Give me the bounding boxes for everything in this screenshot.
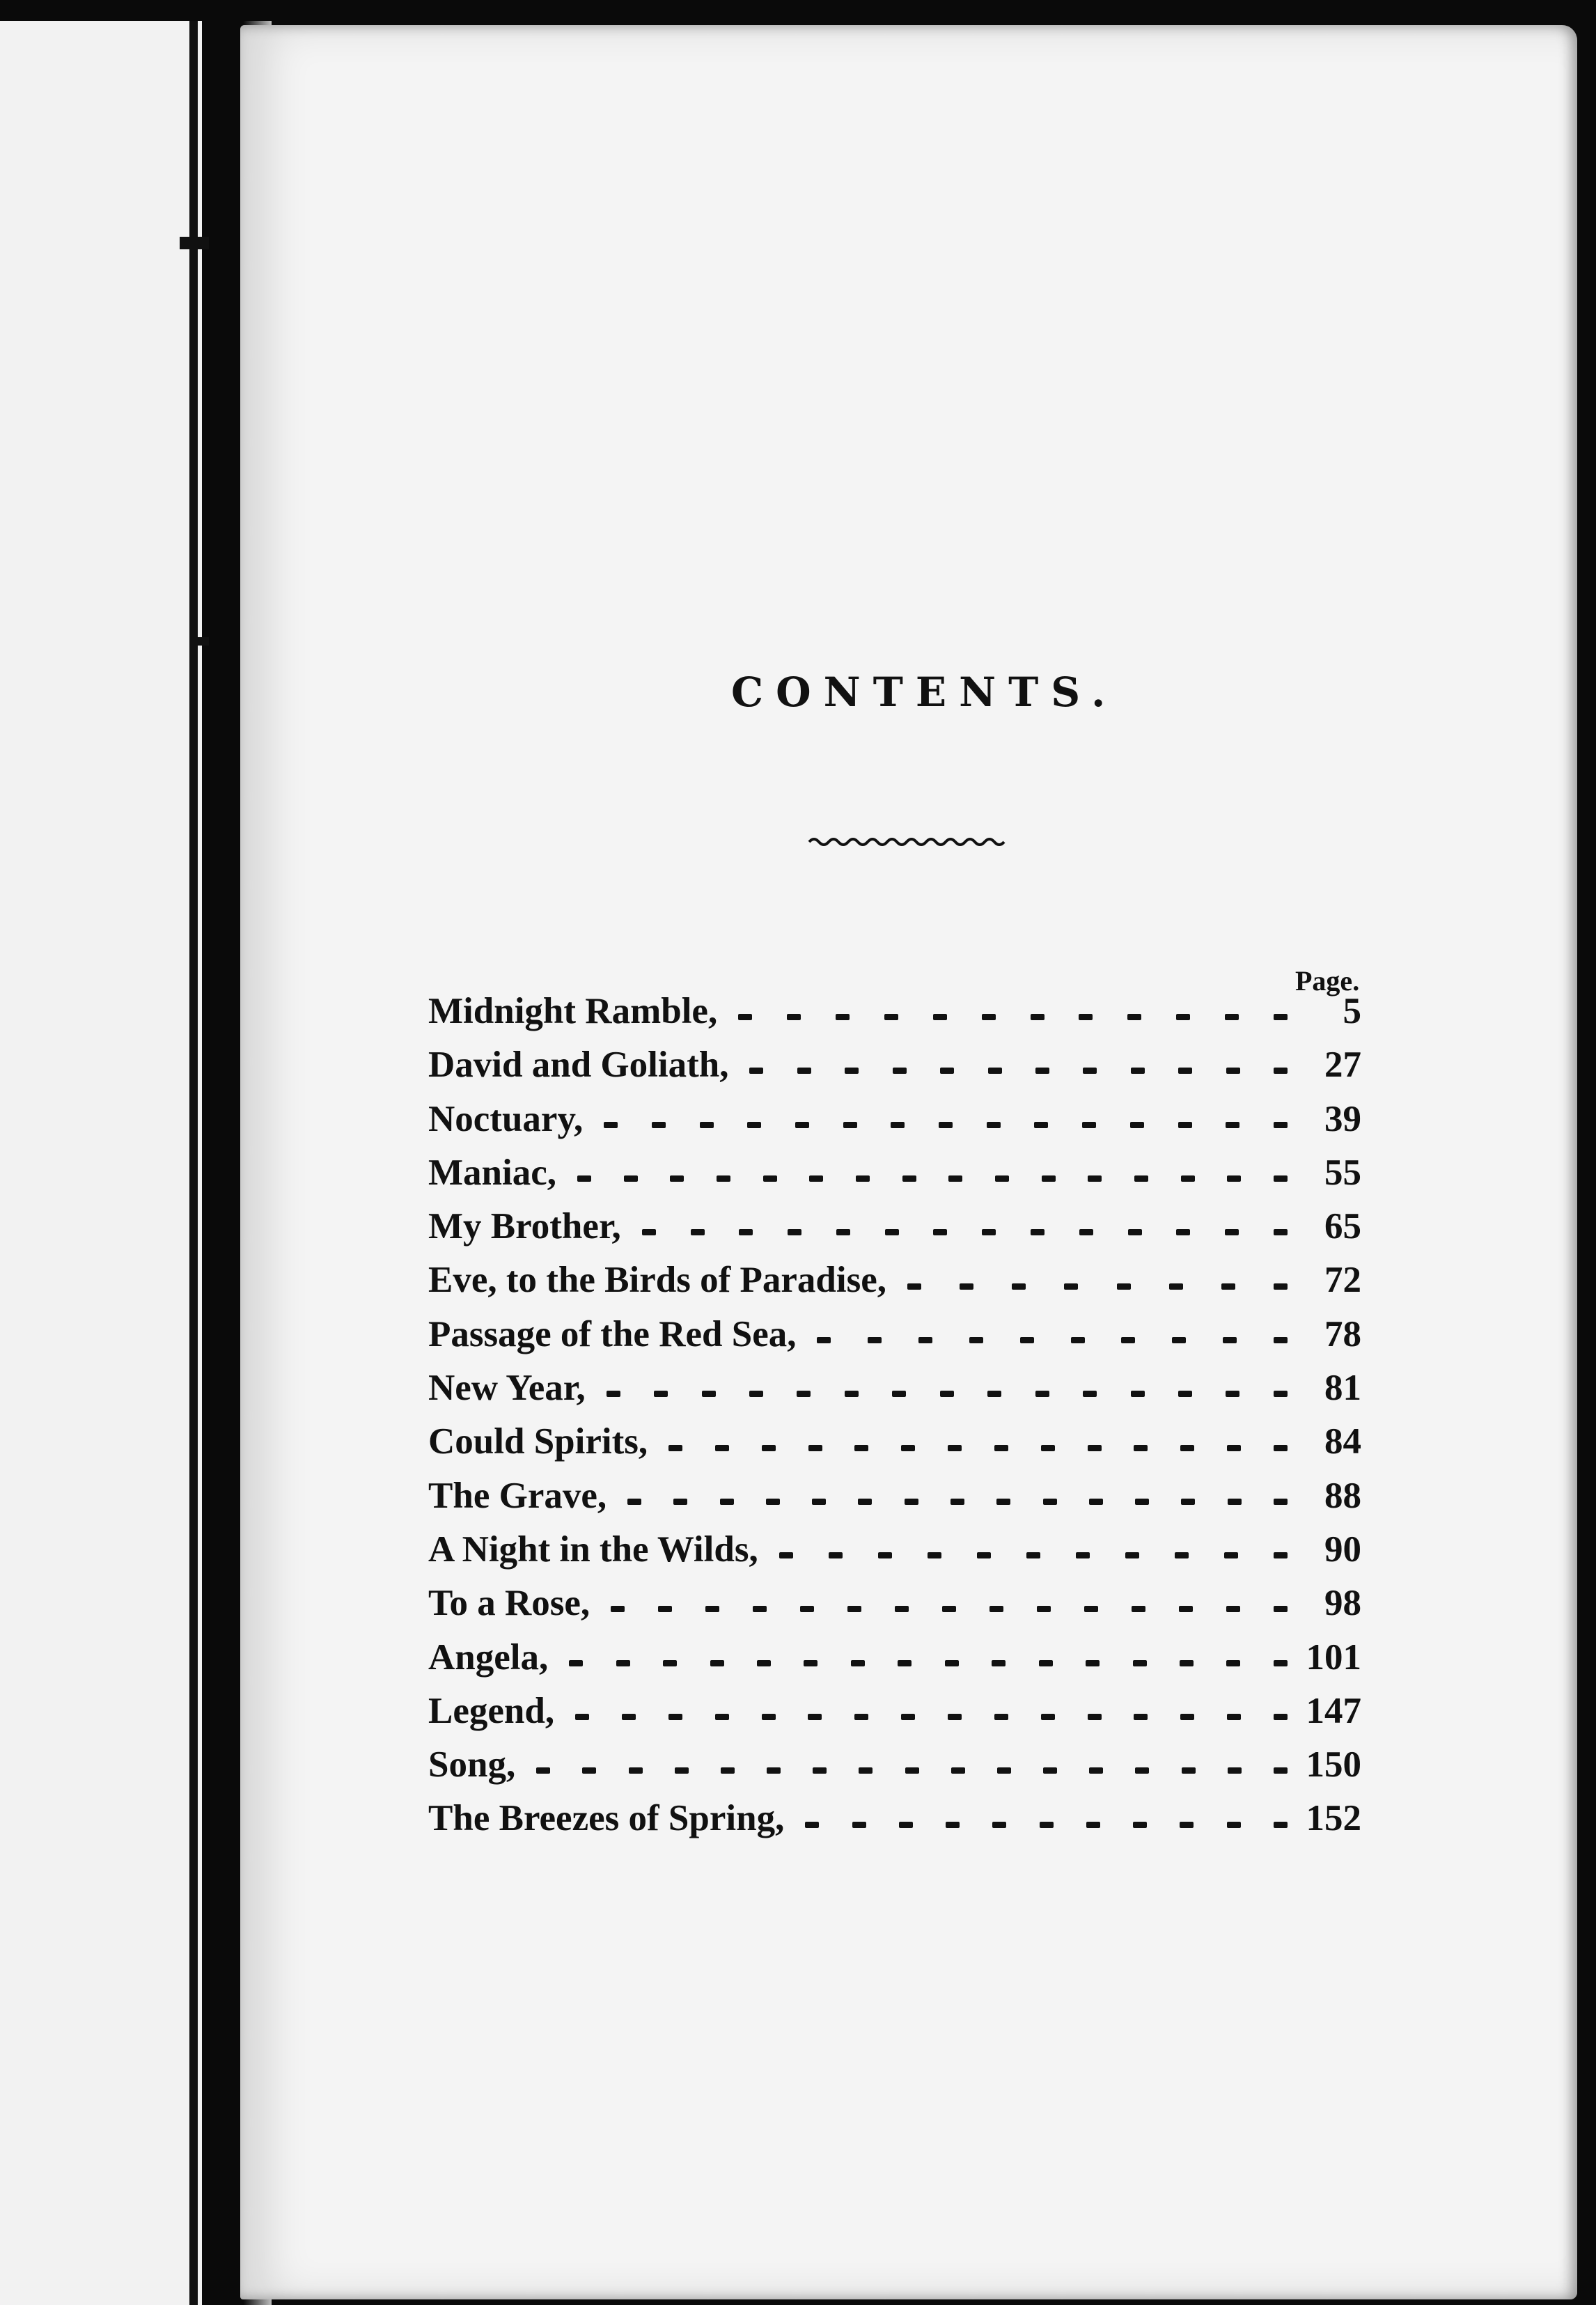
leader-dash xyxy=(856,1175,870,1182)
leader-dash xyxy=(1274,1229,1288,1235)
leader-dash xyxy=(907,1283,921,1290)
leader-dash xyxy=(1179,1606,1193,1612)
leader-dash xyxy=(940,1391,954,1397)
leader-dash xyxy=(868,1337,882,1343)
leader-dash xyxy=(721,1767,735,1774)
toc-entry xyxy=(428,1636,1361,1690)
leader-dash xyxy=(859,1767,873,1774)
leader-dash xyxy=(1224,1552,1238,1558)
leader-dash xyxy=(1176,1229,1190,1235)
leader-dash xyxy=(994,1714,1008,1720)
leader-dash xyxy=(673,1499,687,1505)
dot-leader xyxy=(749,1068,1288,1074)
leader-dash xyxy=(763,1175,777,1182)
leader-dash xyxy=(536,1767,550,1774)
leader-dash xyxy=(1225,1229,1239,1235)
leader-dash xyxy=(854,1714,868,1720)
leader-dash xyxy=(992,1660,1006,1666)
leader-dash xyxy=(878,1552,892,1558)
leader-dash xyxy=(885,1229,899,1235)
leader-dash xyxy=(795,1122,809,1128)
leader-dash xyxy=(749,1391,763,1397)
leader-dash xyxy=(1040,1822,1054,1828)
leader-dash xyxy=(622,1714,636,1720)
leader-dash xyxy=(753,1606,767,1612)
leader-dash xyxy=(1089,1767,1103,1774)
leader-dash xyxy=(715,1714,729,1720)
leader-dash xyxy=(788,1229,801,1235)
leader-dash xyxy=(691,1229,705,1235)
leader-dash xyxy=(951,1767,965,1774)
toc-entry-title: A Night in the Wilds, xyxy=(428,1529,758,1570)
toc-entry-page-number: 88 xyxy=(1324,1475,1361,1516)
leader-dash xyxy=(1180,1660,1194,1666)
leader-dash xyxy=(1274,1391,1288,1397)
leader-dash xyxy=(1227,1445,1241,1451)
toc-entry-page-number: 55 xyxy=(1324,1152,1361,1193)
leader-dash xyxy=(1227,1822,1241,1828)
leader-dash xyxy=(858,1499,872,1505)
leader-dash xyxy=(948,1714,962,1720)
leader-dash xyxy=(942,1606,956,1612)
leader-dash xyxy=(1180,1714,1194,1720)
leader-dash xyxy=(1274,1552,1288,1558)
dot-leader xyxy=(668,1445,1288,1451)
leader-dash xyxy=(1035,1391,1049,1397)
leader-dash xyxy=(809,1175,823,1182)
leader-dash xyxy=(629,1767,643,1774)
leader-dash xyxy=(1083,1391,1097,1397)
toc-entry-page-number: 84 xyxy=(1324,1421,1361,1462)
leader-dash xyxy=(893,1068,907,1074)
leader-dash xyxy=(1274,1606,1288,1612)
leader-dash xyxy=(1134,1175,1148,1182)
dot-leader xyxy=(642,1229,1288,1235)
toc-entry-page-number: 90 xyxy=(1324,1529,1361,1570)
dot-leader xyxy=(607,1391,1288,1397)
leader-dash xyxy=(1134,1445,1148,1451)
dot-leader xyxy=(779,1552,1288,1558)
toc-entry-page-number: 150 xyxy=(1306,1744,1361,1786)
leader-dash xyxy=(1274,1175,1288,1182)
toc-entry-title: Could Spirits, xyxy=(428,1421,648,1462)
dot-leader xyxy=(627,1499,1288,1505)
leader-dash xyxy=(994,1445,1008,1451)
leader-dash xyxy=(1035,1068,1049,1074)
leader-dash xyxy=(805,1822,819,1828)
leader-dash xyxy=(1228,1767,1242,1774)
leader-dash xyxy=(705,1606,719,1612)
leader-dash xyxy=(905,1499,918,1505)
leader-dash xyxy=(800,1606,814,1612)
leader-dash xyxy=(1274,1068,1288,1074)
leader-dash xyxy=(668,1714,682,1720)
leader-dash xyxy=(969,1337,983,1343)
leader-dash xyxy=(1088,1175,1102,1182)
leader-dash xyxy=(749,1068,763,1074)
toc-entry xyxy=(428,1744,1361,1797)
leader-dash xyxy=(797,1068,811,1074)
leader-dash xyxy=(702,1391,716,1397)
toc-entry xyxy=(428,1797,1361,1851)
leader-dash xyxy=(1226,1068,1240,1074)
leader-dash xyxy=(804,1660,817,1666)
leader-dash xyxy=(779,1552,793,1558)
leader-dash xyxy=(987,1122,1001,1128)
page-column-header: Page. xyxy=(1295,965,1360,997)
leader-dash xyxy=(1086,1660,1100,1666)
leader-dash xyxy=(1076,1552,1090,1558)
page-title: CONTENTS. xyxy=(731,669,1118,716)
dot-leader xyxy=(611,1606,1288,1612)
dot-leader xyxy=(536,1767,1288,1774)
leader-dash xyxy=(928,1552,941,1558)
leader-dash xyxy=(948,1175,962,1182)
leader-dash xyxy=(933,1014,947,1020)
toc-entry-title: New Year, xyxy=(428,1368,586,1409)
toc-entry-page-number: 147 xyxy=(1306,1690,1361,1731)
leader-dash xyxy=(616,1660,630,1666)
leader-dash xyxy=(1274,1283,1288,1290)
leader-dash xyxy=(836,1014,850,1020)
leader-dash xyxy=(1274,1660,1288,1666)
toc-entry-title: The Grave, xyxy=(428,1475,607,1516)
leader-dash xyxy=(1037,1606,1051,1612)
toc-entry-title: Noctuary, xyxy=(428,1098,584,1139)
leader-dash xyxy=(670,1175,684,1182)
leader-dash xyxy=(1130,1122,1144,1128)
leader-dash xyxy=(1226,1660,1240,1666)
leader-dash xyxy=(1181,1499,1195,1505)
leader-dash xyxy=(854,1445,868,1451)
leader-dash xyxy=(1088,1714,1102,1720)
toc-entry xyxy=(428,1259,1361,1313)
leader-dash xyxy=(717,1175,730,1182)
leader-dash xyxy=(1034,1122,1048,1128)
leader-dash xyxy=(939,1122,953,1128)
leader-dash xyxy=(611,1606,625,1612)
toc-entry xyxy=(428,1044,1361,1097)
leader-dash xyxy=(1064,1283,1078,1290)
leader-dash xyxy=(1079,1229,1093,1235)
leader-dash xyxy=(892,1391,906,1397)
leader-dash xyxy=(1226,1122,1239,1128)
leader-dash xyxy=(1031,1229,1045,1235)
leader-dash xyxy=(710,1660,724,1666)
toc-entry xyxy=(428,1367,1361,1421)
leader-dash xyxy=(1172,1337,1186,1343)
leader-dash xyxy=(757,1660,771,1666)
leader-dash xyxy=(1135,1499,1149,1505)
leader-dash xyxy=(982,1014,996,1020)
leader-dash xyxy=(624,1175,638,1182)
leader-dash xyxy=(901,1445,915,1451)
leader-dash xyxy=(1084,1606,1098,1612)
toc-entry-title: Song, xyxy=(428,1744,516,1786)
toc-entry xyxy=(428,1098,1361,1152)
leader-dash xyxy=(1117,1283,1131,1290)
leader-dash xyxy=(1020,1337,1034,1343)
leader-dash xyxy=(992,1822,1006,1828)
toc-entry xyxy=(428,990,1361,1044)
leader-dash xyxy=(1181,1175,1195,1182)
leader-dash xyxy=(945,1660,959,1666)
leader-dash xyxy=(1180,1445,1194,1451)
toc-entry-page-number: 65 xyxy=(1324,1206,1361,1247)
leader-dash xyxy=(715,1445,729,1451)
leader-dash xyxy=(1178,1391,1192,1397)
leader-dash xyxy=(851,1660,865,1666)
leader-dash xyxy=(884,1014,898,1020)
leader-dash xyxy=(901,1714,915,1720)
leader-dash xyxy=(1176,1014,1190,1020)
dot-leader xyxy=(569,1660,1288,1666)
leader-dash xyxy=(658,1606,672,1612)
leader-dash xyxy=(1041,1714,1055,1720)
leader-dash xyxy=(845,1391,859,1397)
leader-dash xyxy=(1274,1714,1288,1720)
toc-entry-page-number: 72 xyxy=(1324,1260,1361,1301)
leader-dash xyxy=(787,1014,801,1020)
leader-dash xyxy=(1178,1068,1192,1074)
leader-dash xyxy=(899,1822,913,1828)
toc-entry xyxy=(428,1152,1361,1205)
dot-leader xyxy=(604,1122,1288,1128)
book-spine xyxy=(189,21,198,2305)
leader-dash xyxy=(1089,1499,1103,1505)
leader-dash xyxy=(1079,1014,1093,1020)
toc-entry-page-number: 101 xyxy=(1306,1636,1361,1678)
leader-dash xyxy=(1012,1283,1026,1290)
toc-entry-page-number: 39 xyxy=(1324,1098,1361,1139)
leader-dash xyxy=(1133,1822,1147,1828)
toc-entry-title: Midnight Ramble, xyxy=(428,991,718,1031)
leader-dash xyxy=(1121,1337,1135,1343)
leader-dash xyxy=(946,1822,960,1828)
leader-dash xyxy=(675,1767,689,1774)
leader-dash xyxy=(627,1499,641,1505)
leader-dash xyxy=(989,1606,1003,1612)
leader-dash xyxy=(1182,1767,1196,1774)
leader-dash xyxy=(1175,1552,1189,1558)
toc-entry xyxy=(428,1529,1361,1582)
leader-dash xyxy=(1125,1552,1139,1558)
toc-entry xyxy=(428,1475,1361,1529)
leader-dash xyxy=(829,1552,843,1558)
leader-dash xyxy=(996,1499,1010,1505)
leader-dash xyxy=(652,1122,666,1128)
toc-entry-title: The Breezes of Spring, xyxy=(428,1798,785,1839)
leader-dash xyxy=(933,1229,947,1235)
toc-entry xyxy=(428,1205,1361,1259)
leader-dash xyxy=(1169,1283,1183,1290)
leader-dash xyxy=(1026,1552,1040,1558)
leader-dash xyxy=(1134,1714,1148,1720)
leader-dash xyxy=(1180,1822,1194,1828)
leader-dash xyxy=(1274,1499,1288,1505)
leader-dash xyxy=(997,1767,1011,1774)
leader-dash xyxy=(1131,1391,1145,1397)
leader-dash xyxy=(808,1714,822,1720)
leader-dash xyxy=(1274,1014,1288,1020)
leader-dash xyxy=(940,1068,954,1074)
leader-dash xyxy=(817,1337,831,1343)
leader-dash xyxy=(995,1175,1009,1182)
leader-dash xyxy=(642,1229,656,1235)
leader-dash xyxy=(960,1283,973,1290)
leader-dash xyxy=(987,1391,1001,1397)
leader-dash xyxy=(575,1714,589,1720)
leader-dash xyxy=(1042,1175,1056,1182)
toc-entry-page-number: 98 xyxy=(1324,1583,1361,1624)
leader-dash xyxy=(668,1445,682,1451)
leader-dash xyxy=(1223,1337,1237,1343)
leader-dash xyxy=(700,1122,714,1128)
leader-dash xyxy=(1228,1499,1242,1505)
leader-dash xyxy=(852,1822,866,1828)
leader-dash xyxy=(1226,1391,1239,1397)
binding-mark xyxy=(180,237,210,249)
leader-dash xyxy=(1274,1822,1288,1828)
leader-dash xyxy=(1039,1660,1053,1666)
leader-dash xyxy=(1043,1767,1057,1774)
leader-dash xyxy=(1086,1822,1100,1828)
dot-leader xyxy=(575,1714,1288,1720)
toc-entry xyxy=(428,1690,1361,1744)
leader-dash xyxy=(607,1391,620,1397)
leader-dash xyxy=(1225,1014,1239,1020)
leader-dash xyxy=(898,1660,912,1666)
leader-dash xyxy=(1131,1068,1145,1074)
leader-dash xyxy=(1221,1283,1235,1290)
toc-entry xyxy=(428,1313,1361,1367)
leader-dash xyxy=(813,1767,827,1774)
leader-dash xyxy=(1132,1606,1145,1612)
toc-entry-title: To a Rose, xyxy=(428,1583,590,1624)
dot-leader xyxy=(907,1283,1288,1290)
leader-dash xyxy=(663,1660,677,1666)
leader-dash xyxy=(847,1606,861,1612)
toc-entry-page-number: 78 xyxy=(1324,1313,1361,1354)
leader-dash xyxy=(891,1122,905,1128)
toc-entry xyxy=(428,1582,1361,1636)
table-of-contents xyxy=(428,990,1361,1852)
leader-dash xyxy=(1031,1014,1045,1020)
leader-dash xyxy=(808,1445,822,1451)
leader-dash xyxy=(902,1175,916,1182)
toc-entry-title: Legend, xyxy=(428,1690,555,1731)
leader-dash xyxy=(843,1122,857,1128)
toc-entry-title: Eve, to the Birds of Paradise, xyxy=(428,1260,887,1301)
leader-dash xyxy=(905,1767,919,1774)
leader-dash xyxy=(604,1122,618,1128)
leader-dash xyxy=(747,1122,761,1128)
leader-dash xyxy=(762,1714,776,1720)
leader-dash xyxy=(1128,1229,1142,1235)
toc-entry-title: Maniac, xyxy=(428,1152,556,1193)
toc-entry-title: David and Goliath, xyxy=(428,1045,729,1086)
toc-entry-page-number: 27 xyxy=(1324,1045,1361,1086)
facing-page xyxy=(0,21,202,2305)
leader-dash xyxy=(1226,1606,1240,1612)
leader-dash xyxy=(767,1767,781,1774)
leader-dash xyxy=(1133,1660,1147,1666)
leader-dash xyxy=(1135,1767,1149,1774)
leader-dash xyxy=(1083,1068,1097,1074)
leader-dash xyxy=(797,1391,811,1397)
toc-entry-title: Angela, xyxy=(428,1636,549,1678)
leader-dash xyxy=(577,1175,591,1182)
leader-dash xyxy=(977,1552,991,1558)
leader-dash xyxy=(720,1499,734,1505)
leader-dash xyxy=(950,1499,964,1505)
leader-dash xyxy=(1088,1445,1102,1451)
leader-dash xyxy=(1082,1122,1096,1128)
leader-dash xyxy=(1043,1499,1057,1505)
dot-leader xyxy=(805,1822,1288,1828)
leader-dash xyxy=(812,1499,826,1505)
leader-dash xyxy=(1274,1767,1288,1774)
dot-leader xyxy=(738,1014,1288,1020)
leader-dash xyxy=(982,1229,996,1235)
leader-dash xyxy=(1227,1714,1241,1720)
leader-dash xyxy=(845,1068,859,1074)
leader-dash xyxy=(1071,1337,1085,1343)
toc-entry-page-number: 81 xyxy=(1324,1368,1361,1409)
leader-dash xyxy=(1274,1122,1288,1128)
toc-entry-title: Passage of the Red Sea, xyxy=(428,1313,797,1354)
wavy-rule-ornament xyxy=(808,832,1010,853)
leader-dash xyxy=(1041,1445,1055,1451)
dot-leader xyxy=(577,1175,1288,1182)
leader-dash xyxy=(988,1068,1002,1074)
leader-dash xyxy=(766,1499,780,1505)
leader-dash xyxy=(738,1014,752,1020)
leader-dash xyxy=(1274,1337,1288,1343)
toc-entry-page-number: 5 xyxy=(1343,991,1361,1031)
leader-dash xyxy=(569,1660,583,1666)
toc-entry-page-number: 152 xyxy=(1306,1798,1361,1839)
leader-dash xyxy=(918,1337,932,1343)
leader-dash xyxy=(1178,1122,1192,1128)
leader-dash xyxy=(1227,1175,1241,1182)
dot-leader xyxy=(817,1337,1288,1343)
leader-dash xyxy=(762,1445,776,1451)
leader-dash xyxy=(654,1391,668,1397)
leader-dash xyxy=(895,1606,909,1612)
leader-dash xyxy=(739,1229,753,1235)
toc-entry-title: My Brother, xyxy=(428,1206,621,1247)
leader-dash xyxy=(948,1445,962,1451)
toc-entry xyxy=(428,1421,1361,1474)
leader-dash xyxy=(1127,1014,1141,1020)
leader-dash xyxy=(1274,1445,1288,1451)
leader-dash xyxy=(582,1767,596,1774)
leader-dash xyxy=(836,1229,850,1235)
